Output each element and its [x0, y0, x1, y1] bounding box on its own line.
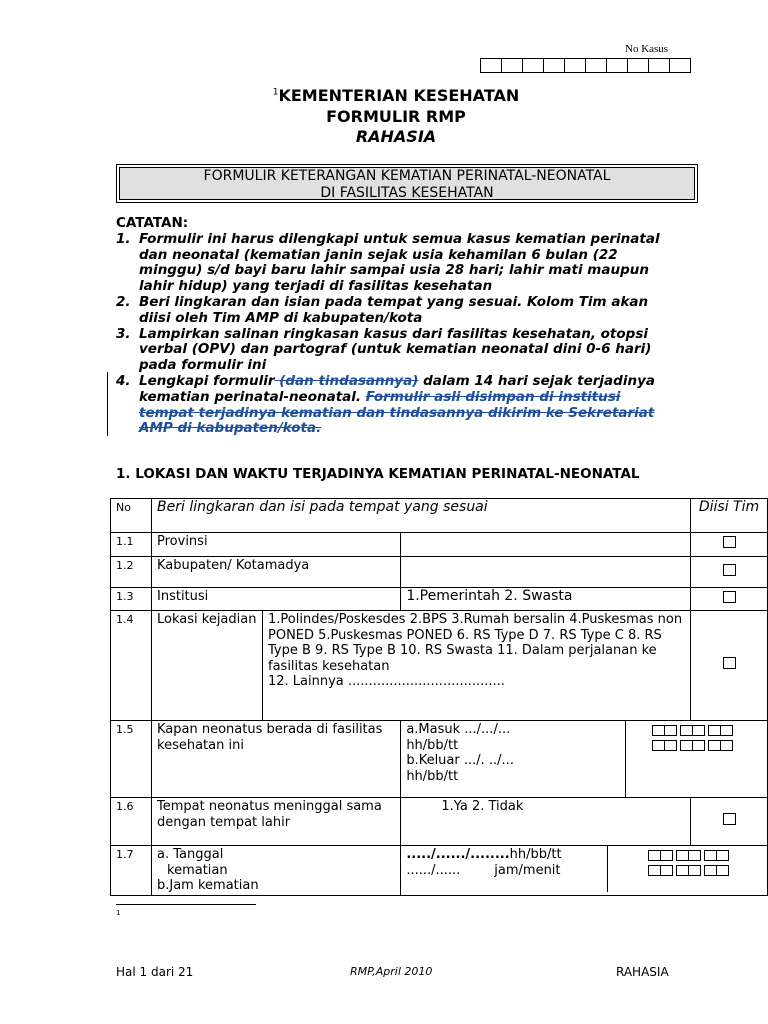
institusi-options[interactable]: 1.Pemerintah 2. Swasta: [401, 588, 691, 611]
form-title-line2: DI FASILITAS KESEHATAN: [320, 185, 494, 201]
tim-checkbox[interactable]: [723, 564, 736, 576]
row-number: 1.2: [111, 557, 152, 588]
col-instruction-header: Beri lingkaran dan isi pada tempat yang sesuai: [152, 499, 691, 533]
tim-checkbox[interactable]: [723, 657, 736, 669]
date-entry-boxes[interactable]: [648, 850, 729, 861]
no-kasus-label: No Kasus: [625, 43, 669, 55]
note-item: 1. Formulir ini harus dilengkapi untuk semua kasus kematian perinatal dan neonatal (kematian janin sejak usia kehamilan 6 bulan (22 minggu) s/d bayi baru lahir sampai usia 28 hari; lahir mati maupun lahir hidup) yang terjadi di fasilitas kesehatan: [116, 230, 660, 295]
date-entry-boxes[interactable]: [652, 725, 733, 736]
footer-page-number: Hal 1 dari 21: [116, 965, 194, 979]
row-label-provinsi: Provinsi: [152, 533, 401, 557]
provinsi-field[interactable]: [401, 533, 691, 557]
tim-checkbox[interactable]: [723, 813, 736, 825]
note-item: 3. Lampirkan salinan ringkasan kasus dari fasilitas kesehatan, otopsi verbal (OPV) dan partograf (untuk kematian neonatal dini 0-6 hari) pada formulir ini: [116, 325, 652, 374]
form-title-box: [116, 164, 698, 203]
kapan-field[interactable]: a.Masuk .../.../... hh/bb/tt b.Keluar .../. ../... hh/bb/tt: [401, 721, 626, 797]
note-item: 2. Beri lingkaran dan isian pada tempat yang sesuai. Kolom Tim akan diisi oleh Tim AMP di kabupaten/kota: [116, 293, 649, 326]
location-time-table: [110, 498, 768, 896]
date-entry-boxes[interactable]: [652, 740, 733, 751]
row-label-kabupaten: Kabupaten/ Kotamadya: [152, 557, 401, 588]
section-1-title: 1. LOKASI DAN WAKTU TERJADINYA KEMATIAN PERINATAL-NEONATAL: [116, 466, 640, 482]
row-number: 1.6: [111, 798, 152, 846]
row-number: 1.7: [111, 846, 152, 896]
deleted-text: Formulir asli disimpan di institusi tempat terjadinya kematian dan tindasannya dikirim ke Sekretariat AMP di kabupaten/kota.: [139, 388, 655, 437]
note-item: 4. Lengkapi formulir (dan tindasannya) dalam 14 hari sejak terjadinya kematian perinatal-neonatal. Formulir asli disimpan di institusi tempat terjadinya kematian dan tindasannya dikirim ke Sekretariat AMP di kabupaten/kota.: [116, 372, 655, 437]
notes-section: [116, 216, 676, 437]
row-label-tempat: Tempat neonatus meninggal sama dengan tempat lahir: [152, 798, 401, 846]
header-confidential: RAHASIA: [355, 127, 437, 146]
tim-checkbox[interactable]: [723, 591, 736, 603]
kabupaten-field[interactable]: [401, 557, 691, 588]
header-ministry: $^1$KEMENTERIAN KESEHATAN: [272, 86, 520, 105]
row-number: 1.3: [111, 588, 152, 611]
deleted-text: (dan tindasannya): [274, 372, 419, 389]
row-number: 1.4: [111, 611, 152, 721]
row-label-kapan: Kapan neonatus berada di fasilitas kesehatan ini: [152, 721, 401, 798]
footer-version: RMP,April 2010: [350, 965, 433, 978]
footnote-mark: 1: [116, 909, 121, 917]
tim-checkbox[interactable]: [723, 536, 736, 548]
row-number: 1.1: [111, 533, 152, 557]
row-label-institusi: Institusi: [152, 588, 401, 611]
col-tim-header: Diisi Tim: [691, 499, 768, 533]
form-title-line1: FORMULIR KETERANGAN KEMATIAN PERINATAL-NEONATAL: [203, 168, 611, 184]
col-no-header: No: [111, 499, 152, 533]
footer-classification: RAHASIA: [616, 965, 669, 979]
row-number: 1.5: [111, 721, 152, 798]
row-label-tanggal: a. Tanggal kematian b.Jam kematian: [152, 846, 401, 896]
tempat-options[interactable]: 1.Ya 2. Tidak: [401, 798, 691, 846]
header-form-name: FORMULIR RMP: [326, 107, 466, 126]
lokasi-options[interactable]: 1.Polindes/Poskesdes 2.BPS 3.Rumah bersalin 4.Puskesmas non PONED 5.Puskesmas PONED 6. RS Type D 7. RS Type C 8. RS Type B 9. RS Type B 10. RS Swasta 11. Dalam perjalanan ke fasilitas kesehatan 12. Lainnya ......................................: [263, 611, 691, 721]
notes-heading: CATATAN:: [116, 215, 189, 231]
no-kasus-input-boxes[interactable]: [480, 58, 691, 73]
tanggal-field[interactable]: ...../....../........hh/bb/tt ....../...... jam/menit: [401, 846, 608, 892]
time-entry-boxes[interactable]: [648, 865, 729, 876]
row-label-lokasi: Lokasi kejadian: [152, 611, 263, 721]
footnote-separator: [116, 904, 256, 905]
revision-bar: [107, 372, 108, 436]
